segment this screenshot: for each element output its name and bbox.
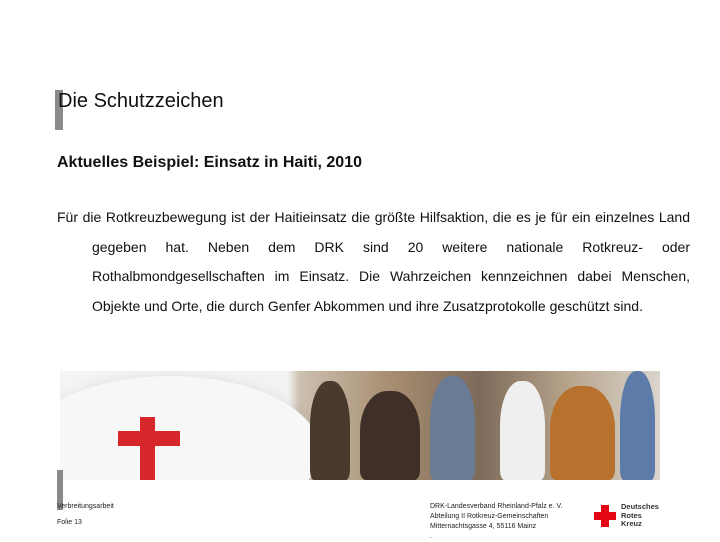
logo-line3: Kreuz — [621, 519, 642, 528]
drk-logo-text — [621, 503, 659, 529]
slide-number: Folie 13 — [57, 519, 82, 526]
person-figure — [360, 391, 420, 480]
page-title: Die Schutzzeichen — [58, 90, 224, 112]
red-cross-flag — [60, 376, 320, 480]
footer-left-label: Verbreitungsarbeit — [57, 503, 114, 510]
person-figure — [500, 381, 545, 480]
footer-org-line4: . — [430, 533, 432, 540]
person-figure — [430, 376, 475, 480]
footer-org-line3: Mitternachtsgasse 4, 55116 Mainz — [430, 523, 537, 530]
child-figure — [550, 386, 615, 480]
slide-subtitle: Aktuelles Beispiel: Einsatz in Haiti, 2010 — [57, 154, 362, 171]
red-cross-icon — [140, 417, 155, 480]
haiti-photo — [60, 371, 660, 480]
logo-line1: Deutsches — [621, 502, 659, 511]
person-figure — [310, 381, 350, 480]
footer-org-line2: Abteilung II Rotkreuz-Gemeinschaften — [430, 513, 549, 520]
drk-logo-cross-icon — [594, 505, 616, 527]
body-paragraph: Für die Rotkreuzbewegung ist der Haitieinsatz die größte Hilfsaktion, die es je für ein einzelnes Land gegeben hat. Neben dem DRK sind 20 weitere nationale Rotkreuz- oder Rothalbmondgesellschaften im Einsatz. Die Wahrzeichen kennzeichnen dabei Menschen, Objekte und Orte, die durch Genfer Abkommen und ihre Zusatzprotokolle geschützt sind. — [57, 209, 690, 314]
logo-line2: Rotes — [621, 510, 642, 520]
footer-org-line1: DRK-Landesverband Rheinland-Pfalz e. V. — [430, 503, 563, 510]
person-figure — [620, 371, 655, 480]
